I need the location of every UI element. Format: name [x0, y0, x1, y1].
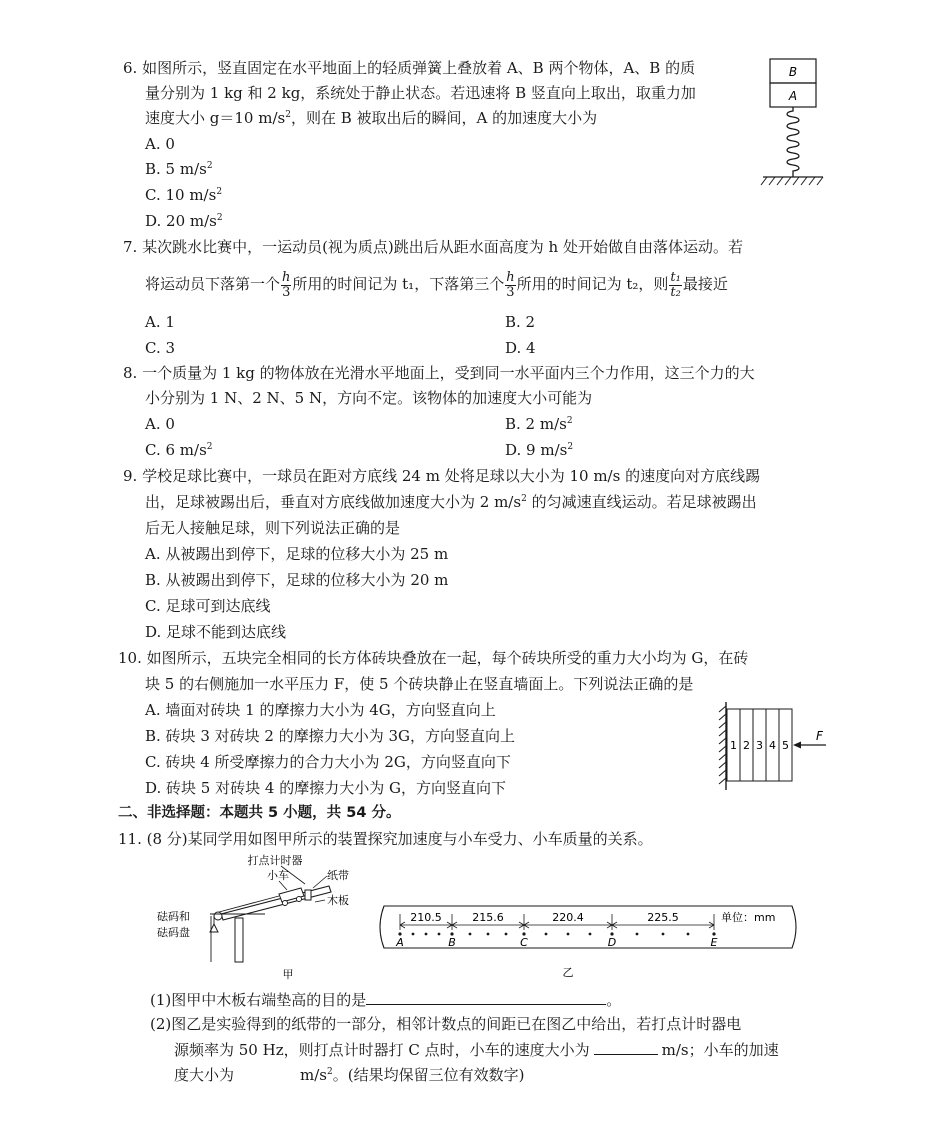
- q8-option-d-text: D. 9 m/s: [505, 441, 568, 459]
- superscript: 2: [216, 213, 223, 223]
- q7-option-c: C. 3: [145, 339, 176, 357]
- fraction-t1-over-t2: [669, 271, 681, 300]
- superscript: 2: [567, 442, 574, 452]
- q10-line2: 块 5 的右侧施加一水平压力 F，使 5 个砖块静止在竖直墙面上。下列说法正确的是: [145, 675, 694, 693]
- q9-line3: 后无人接触足球，则下列说法正确的是: [145, 519, 401, 537]
- frac-denominator: 3: [282, 284, 291, 300]
- answer-blank-3[interactable]: [238, 1063, 296, 1080]
- answer-blank-1[interactable]: [366, 988, 606, 1005]
- point-label-c: C: [520, 936, 528, 949]
- weight-label-2: 砝码盘: [157, 926, 190, 939]
- q11-sub1: [150, 988, 621, 1011]
- q7-option-a: A. 1: [145, 313, 175, 331]
- dot: [425, 933, 428, 936]
- spacing-label-ab: 210.5: [410, 911, 442, 924]
- q9-option-d: D. 足球不能到达底线: [145, 623, 287, 641]
- frac-numerator: t₁: [670, 269, 681, 285]
- q6-spring-figure: [755, 55, 835, 190]
- q8-option-d: [505, 439, 573, 461]
- cart-wheel: [297, 897, 302, 902]
- superscript: 2: [206, 161, 213, 171]
- pulley: [214, 912, 222, 920]
- q11-sub2-line3: [174, 1063, 524, 1086]
- car-leader: [279, 881, 287, 890]
- brick-label: 2: [743, 739, 750, 752]
- q7-line1: 7. 某次跳水比赛中，一运动员(视为质点)跳出后从距水面高度为 h 处开始做自由落体运动。若: [123, 238, 743, 256]
- q8-option-c: [145, 439, 213, 461]
- fraction-h-over-3-b: [505, 271, 515, 300]
- q11-sub2-line3-end: 。(结果均保留三位有效数字): [332, 1066, 525, 1084]
- q9-line1: 9. 学校足球比赛中，一球员在距对方底线 24 m 处将足球以大小为 10 m/s 的速度向对方底线踢: [123, 467, 761, 485]
- board-leader: [315, 900, 325, 902]
- frac-numerator: h: [282, 269, 291, 285]
- figure-jia-caption: 甲: [282, 968, 294, 981]
- q10-line1: 10. 如图所示，五块完全相同的长方体砖块叠放在一起，每个砖块所受的重力大小均为 G，在砖: [118, 649, 749, 667]
- q6-line3-rest: ，则在 B 被取出后的瞬间，A 的加速度大小为: [290, 109, 598, 127]
- q9-option-b: B. 从被踢出到停下，足球的位移大小为 20 m: [145, 571, 449, 589]
- block-b-label: B: [788, 65, 798, 79]
- wall-hatch: [719, 706, 726, 784]
- spacing-label-de: 225.5: [647, 911, 679, 924]
- point-label-e: E: [710, 936, 718, 949]
- superscript: 2: [216, 187, 223, 197]
- dot: [438, 933, 441, 936]
- superscript: 2: [521, 494, 527, 504]
- q11-line1: 11. (8 分)某同学用如图甲所示的装置探究加速度与小车受力、小车质量的关系。: [118, 830, 653, 848]
- weight-label-1: 砝码和: [157, 910, 190, 923]
- q10-option-d: D. 砖块 5 对砖块 4 的摩擦力大小为 G，方向竖直向下: [145, 779, 506, 797]
- dot: [487, 933, 490, 936]
- answer-blank-2[interactable]: [594, 1038, 658, 1055]
- block-a-label: A: [788, 89, 798, 103]
- q8-line2: 小分别为 1 N、2 N、5 N，方向不定。该物体的加速度大小可能为: [145, 389, 593, 407]
- q10-option-a: A. 墙面对砖块 1 的摩擦力大小为 4G，方向竖直向上: [145, 701, 496, 719]
- q11-sub2-line2-text: 源频率为 50 Hz，则打点计时器打 C 点时，小车的速度大小为: [174, 1041, 590, 1059]
- q6-line1: 6. 如图所示，竖直固定在水平地面上的轻质弹簧上叠放着 A、B 两个物体，A、B 的质: [123, 59, 696, 77]
- q6-line3: [145, 107, 597, 129]
- q6-option-d: [145, 210, 223, 232]
- tape-label: 纸带: [327, 869, 349, 882]
- q7-option-b: B. 2: [505, 313, 536, 331]
- dot: [545, 933, 548, 936]
- board: [221, 886, 331, 920]
- q7-line2: [145, 266, 728, 302]
- superscript: 2: [285, 110, 291, 120]
- point-label-d: D: [607, 936, 617, 949]
- q6-line2: 量分别为 1 kg 和 2 kg，系统处于静止状态。若迅速将 B 竖直向上取出，取重力加: [145, 84, 696, 102]
- brick-label: 5: [782, 739, 789, 752]
- frac-denominator: t₂: [670, 284, 681, 300]
- q9-line2: [145, 491, 757, 513]
- dot: [687, 933, 690, 936]
- q7-line2-text3: 所用的时间记为 t₂，则: [516, 275, 669, 293]
- q11-sub1-text: (1)图甲中木板右端垫高的目的是: [150, 991, 367, 1009]
- dot: [412, 933, 415, 936]
- q6-option-d-text: D. 20 m/s: [145, 212, 217, 230]
- q9-option-a: A. 从被踢出到停下，足球的位移大小为 25 m: [145, 545, 449, 563]
- spacing-label-bc: 215.6: [472, 911, 504, 924]
- frac-numerator: h: [506, 269, 515, 285]
- point-label-b: B: [448, 936, 456, 949]
- q8-line1: 8. 一个质量为 1 kg 的物体放在光滑水平地面上，受到同一水平面内三个力作用，这三个力的大: [123, 364, 755, 382]
- table-leg: [235, 918, 243, 962]
- q7-line2-text4: 最接近: [682, 275, 728, 293]
- dot: [589, 933, 592, 936]
- q11-sub2-line2: [174, 1038, 779, 1061]
- q8-option-b: [505, 413, 573, 435]
- q11-sub2-line3-unit: m/s: [300, 1066, 327, 1084]
- q11-sub2-line3-text: 度大小为: [174, 1066, 235, 1084]
- superscript: 2: [566, 416, 573, 426]
- figure-yi-caption: 乙: [562, 966, 574, 979]
- ground-hatch: [761, 177, 823, 185]
- q11-figure-yi: [378, 898, 803, 986]
- timer-label: 打点计时器: [247, 854, 303, 867]
- q6-option-b-text: B. 5 m/s: [145, 160, 207, 178]
- spacing-label-cd: 220.4: [552, 911, 584, 924]
- superscript: 2: [327, 1067, 333, 1077]
- dot: [505, 933, 508, 936]
- dot: [636, 933, 639, 936]
- car-label: 小车: [267, 869, 289, 882]
- cart-wheel: [283, 901, 288, 906]
- q11-figure-jia: [155, 852, 370, 982]
- spring: [787, 107, 799, 177]
- dot: [662, 933, 665, 936]
- q8-option-b-text: B. 2 m/s: [505, 415, 567, 433]
- q6-line3-text: 速度大小 g＝10 m/s: [145, 109, 286, 127]
- force-arrowhead: [793, 742, 801, 749]
- q6-option-c: [145, 184, 222, 206]
- q11-sub2-line2-unit: m/s；小车的加速: [661, 1041, 779, 1059]
- q6-option-a: A. 0: [145, 135, 175, 153]
- dot: [567, 933, 570, 936]
- q7-line2-text1: 将运动员下落第一个: [145, 275, 281, 293]
- q8-option-a: A. 0: [145, 415, 175, 433]
- q10-option-c: C. 砖块 4 所受摩擦力的合力大小为 2G，方向竖直向下: [145, 753, 511, 771]
- q11-sub2-line1: (2)图乙是实验得到的纸带的一部分，相邻计数点的间距已在图乙中给出，若打点计时器电: [150, 1015, 742, 1033]
- q7-line2-text2: 所用的时间记为 t₁，下落第三个: [292, 275, 505, 293]
- board-label: 木板: [327, 894, 349, 907]
- dot: [469, 933, 472, 936]
- tape-leader: [313, 876, 327, 888]
- point-label-a: A: [396, 936, 404, 949]
- unit-label: 单位：mm: [721, 911, 776, 924]
- q11-sub1-end: 。: [606, 991, 622, 1009]
- brick-label: 1: [730, 739, 737, 752]
- q8-option-c-text: C. 6 m/s: [145, 441, 207, 459]
- q6-option-b: [145, 158, 213, 180]
- fraction-h-over-3: [281, 271, 291, 300]
- force-label: F: [816, 729, 823, 743]
- q9-option-c: C. 足球可到达底线: [145, 597, 271, 615]
- timer-device: [305, 890, 311, 900]
- q7-option-d: D. 4: [505, 339, 536, 357]
- section-header: 二、非选择题：本题共 5 小题，共 54 分。: [118, 805, 401, 821]
- q10-option-b: B. 砖块 3 对砖块 2 的摩擦力大小为 3G，方向竖直向上: [145, 727, 516, 745]
- q6-option-c-text: C. 10 m/s: [145, 186, 217, 204]
- q10-bricks-figure: [708, 700, 833, 792]
- brick-label: 3: [756, 739, 763, 752]
- q9-line2-rest: 的匀减速直线运动。若足球被踢出: [526, 493, 757, 511]
- q9-line2-text: 出，足球被踢出后，垂直对方底线做加速度大小为 2 m/s: [145, 493, 522, 511]
- superscript: 2: [206, 442, 213, 452]
- frac-denominator: 3: [506, 284, 515, 300]
- brick-label: 4: [769, 739, 776, 752]
